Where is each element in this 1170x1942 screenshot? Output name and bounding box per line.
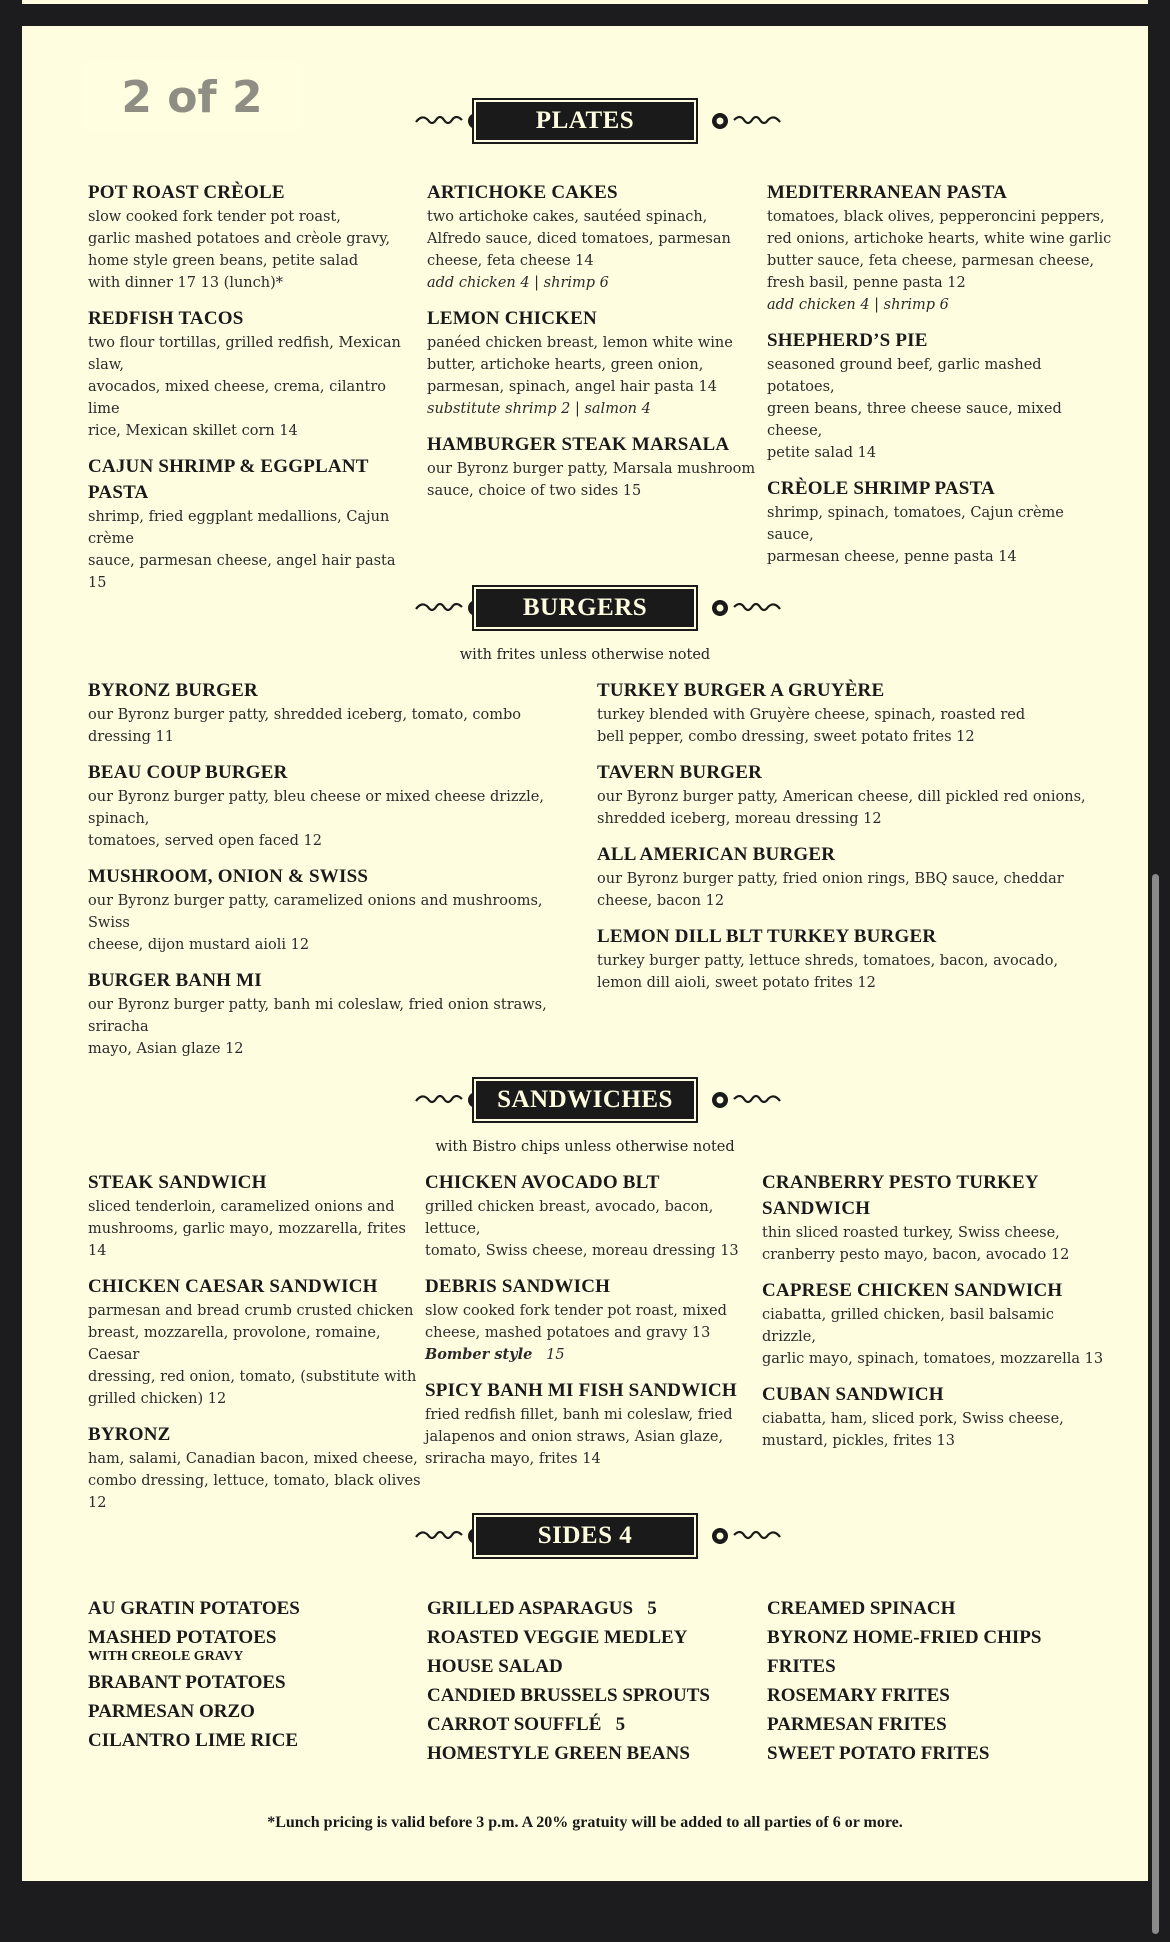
menu-item — [597, 924, 1097, 994]
menu-item — [425, 1170, 760, 1262]
side-item: ROSEMARY FRITES — [767, 1685, 950, 1706]
page-indicator: 2 of 2 — [82, 62, 302, 132]
side-item: PARMESAN ORZO — [88, 1701, 255, 1722]
menu-item — [762, 1170, 1112, 1266]
vertical-scrollbar[interactable] — [1152, 874, 1159, 1934]
item-desc-line: garlic mayo, spinach, tomatoes, mozzarella 13 — [762, 1351, 1104, 1367]
item-desc-line: our Byronz burger patty, caramelized onions and mushrooms, Swiss — [88, 893, 543, 931]
item-name-line: CRANBERRY PESTO TURKEY — [762, 1172, 1039, 1193]
item-desc-line: green beans, three cheese sauce, mixed cheese, — [767, 401, 1062, 439]
item-name: POT ROAST CRÈOLE — [88, 182, 285, 203]
item-desc-line: ciabatta, grilled chicken, basil balsamic drizzle, — [762, 1307, 1054, 1345]
item-desc-line: dressing, red onion, tomato, (substitute with — [88, 1369, 417, 1385]
sandwiches-col-3 — [762, 1170, 1112, 1464]
item-name: ALL AMERICAN BURGER — [597, 844, 836, 865]
item-desc-line: turkey blended with Gruyère cheese, spinach, roasted red — [597, 707, 1026, 723]
menu-item — [88, 180, 418, 294]
side-item: ROASTED VEGGIE MEDLEY — [427, 1627, 688, 1648]
sandwiches-title: SANDWICHES — [472, 1077, 698, 1123]
side-item: BRABANT POTATOES — [88, 1672, 286, 1693]
item-name: CHICKEN CAESAR SANDWICH — [88, 1276, 378, 1297]
item-name: REDFISH TACOS — [88, 308, 244, 329]
item-desc-line: panéed chicken breast, lemon white wine — [427, 335, 733, 351]
item-name: CUBAN SANDWICH — [762, 1384, 944, 1405]
side-item: GRILLED ASPARAGUS 5 — [427, 1598, 657, 1619]
item-desc-line: fried redfish fillet, banh mi coleslaw, fried — [425, 1407, 733, 1423]
item-name: LEMON DILL BLT TURKEY BURGER — [597, 926, 937, 947]
side-item: PARMESAN FRITES — [767, 1714, 947, 1735]
burgers-col-1 — [88, 678, 588, 1072]
menu-item — [597, 678, 1097, 748]
menu-item — [767, 476, 1112, 568]
item-desc-line: cheese, bacon 12 — [597, 893, 725, 909]
item-desc-line: home style green beans, petite salad — [88, 253, 359, 269]
item-desc-line: tomatoes, served open faced 12 — [88, 833, 322, 849]
item-desc-line: turkey burger patty, lettuce shreds, tomatoes, bacon, avocado, — [597, 953, 1059, 969]
item-addon: add chicken 4 | shrimp 6 — [427, 275, 609, 291]
item-desc-line: our Byronz burger patty, bleu cheese or mixed cheese drizzle, spinach, — [88, 789, 544, 827]
item-desc-line: slow cooked fork tender pot roast, — [88, 209, 341, 225]
item-desc-line: sliced tenderloin, caramelized onions and — [88, 1199, 395, 1215]
plates-col-2 — [427, 180, 757, 514]
side-item-note: WITH CREOLE GRAVY — [88, 1649, 244, 1664]
burgers-header — [22, 585, 1148, 635]
sides-title: SIDES 4 — [472, 1513, 698, 1559]
item-name: BYRONZ BURGER — [88, 680, 258, 701]
swirl-ornament-right-icon — [702, 593, 782, 623]
item-desc-line: breast, mozzarella, provolone, romaine, Caesar — [88, 1325, 381, 1363]
item-desc-line: mayo, Asian glaze 12 — [88, 1041, 244, 1057]
menu-item — [597, 760, 1097, 830]
side-item: AU GRATIN POTATOES — [88, 1598, 300, 1619]
item-desc-line: our Byronz burger patty, fried onion rings, BBQ sauce, cheddar — [597, 871, 1064, 887]
side-item: MASHED POTATOES — [88, 1627, 277, 1648]
plates-title: PLATES — [472, 98, 698, 144]
sandwiches-header — [22, 1077, 1148, 1127]
item-desc-line: slow cooked fork tender pot roast, mixed — [425, 1303, 727, 1319]
item-desc-line: cranberry pesto mayo, bacon, avocado 12 — [762, 1247, 1070, 1263]
menu-item — [762, 1278, 1112, 1370]
plates-col-1 — [88, 180, 418, 606]
sandwiches-col-1 — [88, 1170, 428, 1526]
item-desc-line: butter, artichoke hearts, green onion, — [427, 357, 704, 373]
item-name: TAVERN BURGER — [597, 762, 763, 783]
menu-item — [88, 968, 588, 1060]
item-addon: substitute shrimp 2 | salmon 4 — [427, 401, 651, 417]
item-name: CAPRESE CHICKEN SANDWICH — [762, 1280, 1063, 1301]
item-name: LEMON CHICKEN — [427, 308, 597, 329]
menu-item — [762, 1382, 1112, 1452]
menu-item — [767, 328, 1112, 464]
menu-item — [88, 1274, 428, 1410]
item-desc-line: cheese, mashed potatoes and gravy 13 — [425, 1325, 711, 1341]
plates-col-3 — [767, 180, 1112, 580]
side-item: SWEET POTATO FRITES — [767, 1743, 990, 1764]
item-name: DEBRIS SANDWICH — [425, 1276, 611, 1297]
menu-page — [22, 26, 1148, 1881]
sides-col-1 — [88, 1594, 408, 1755]
item-desc-line: ham, salami, Canadian bacon, mixed cheese, — [88, 1451, 418, 1467]
item-desc-line: sauce, choice of two sides 15 — [427, 483, 642, 499]
item-desc-line: avocados, mixed cheese, crema, cilantro lime — [88, 379, 387, 417]
item-desc-line: rice, Mexican skillet corn 14 — [88, 423, 298, 439]
plates-header — [22, 98, 1148, 148]
item-desc-line: jalapenos and onion straws, Asian glaze, — [425, 1429, 724, 1445]
sandwiches-col-2 — [425, 1170, 760, 1482]
item-desc-line: mustard, pickles, frites 13 — [762, 1433, 955, 1449]
menu-item — [427, 432, 757, 502]
side-item: CREAMED SPINACH — [767, 1598, 956, 1619]
addon-price: 15 — [546, 1347, 565, 1363]
footnote: *Lunch pricing is valid before 3 p.m. A 20% gratuity will be added to all parties of 6 or more. — [267, 1814, 903, 1831]
item-desc-line: our Byronz burger patty, banh mi coleslaw, fried onion straws, sriracha — [88, 997, 547, 1035]
item-addon: add chicken 4 | shrimp 6 — [767, 297, 949, 313]
item-name: MUSHROOM, ONION & SWISS — [88, 866, 369, 887]
item-name: CHICKEN AVOCADO BLT — [425, 1172, 660, 1193]
side-item: CARROT SOUFFLÉ 5 — [427, 1714, 626, 1735]
item-desc-line: sriracha mayo, frites 14 — [425, 1451, 601, 1467]
item-addon — [425, 1344, 760, 1366]
menu-item — [88, 306, 418, 442]
item-desc-line: parmesan cheese, penne pasta 14 — [767, 549, 1017, 565]
item-name: SPICY BANH MI FISH SANDWICH — [425, 1380, 737, 1401]
item-name: STEAK SANDWICH — [88, 1172, 267, 1193]
item-desc-line: Alfredo sauce, diced tomatoes, parmesan — [427, 231, 731, 247]
item-desc-line: fresh basil, penne pasta 12 — [767, 275, 966, 291]
menu-item — [597, 842, 1097, 912]
item-desc-line: lemon dill aioli, sweet potato frites 12 — [597, 975, 876, 991]
previous-page-edge — [22, 0, 1148, 4]
addon-style-label: Bomber style — [425, 1346, 533, 1363]
item-desc-line: sauce, parmesan cheese, angel hair pasta 15 — [88, 553, 396, 591]
menu-item — [88, 1170, 428, 1262]
side-item: CANDIED BRUSSELS SPROUTS — [427, 1685, 710, 1706]
item-desc-line: parmesan, spinach, angel hair pasta 14 — [427, 379, 718, 395]
item-desc-line: our Byronz burger patty, shredded iceberg, tomato, combo dressing 11 — [88, 707, 522, 745]
item-desc-line: with dinner 17 13 (lunch)* — [88, 275, 283, 291]
item-desc-line: seasoned ground beef, garlic mashed potatoes, — [767, 357, 1042, 395]
menu-item — [427, 306, 757, 420]
item-desc-line: thin sliced roasted turkey, Swiss cheese, — [762, 1225, 1060, 1241]
side-item: HOMESTYLE GREEN BEANS — [427, 1743, 690, 1764]
side-item: FRITES — [767, 1656, 836, 1677]
item-desc-line: two artichoke cakes, sautéed spinach, — [427, 209, 708, 225]
menu-item — [427, 180, 757, 294]
burgers-col-2 — [597, 678, 1097, 1006]
item-desc-line: tomatoes, black olives, pepperoncini peppers, — [767, 209, 1105, 225]
item-desc-line: shredded iceberg, moreau dressing 12 — [597, 811, 882, 827]
item-name: HAMBURGER STEAK MARSALA — [427, 434, 730, 455]
menu-item — [767, 180, 1112, 316]
item-desc-line: ciabatta, ham, sliced pork, Swiss cheese, — [762, 1411, 1064, 1427]
item-desc-line: petite salad 14 — [767, 445, 877, 461]
swirl-ornament-right-icon — [702, 1085, 782, 1115]
item-name: CAJUN SHRIMP & EGGPLANT PASTA — [88, 456, 369, 503]
item-desc-line: parmesan and bread crumb crusted chicken — [88, 1303, 414, 1319]
menu-item — [88, 760, 588, 852]
item-name: BEAU COUP BURGER — [88, 762, 288, 783]
item-desc-line: our Byronz burger patty, Marsala mushroom — [427, 461, 756, 477]
item-desc-line: shrimp, spinach, tomatoes, Cajun crème sauce, — [767, 505, 1064, 543]
item-name: CRÈOLE SHRIMP PASTA — [767, 478, 995, 499]
item-name: TURKEY BURGER A GRUYÈRE — [597, 680, 885, 701]
item-name: BYRONZ — [88, 1424, 171, 1445]
item-desc-line: garlic mashed potatoes and crèole gravy, — [88, 231, 391, 247]
item-desc-line: red onions, artichoke hearts, white wine garlic — [767, 231, 1112, 247]
item-desc-line: grilled chicken) 12 — [88, 1391, 227, 1407]
menu-item — [425, 1378, 760, 1470]
swirl-ornament-right-icon — [702, 1521, 782, 1551]
menu-item — [425, 1274, 760, 1366]
item-name: SHEPHERD’S PIE — [767, 330, 928, 351]
side-item: HOUSE SALAD — [427, 1656, 563, 1677]
menu-item — [88, 864, 588, 956]
sides-header — [22, 1513, 1148, 1563]
item-desc-line: butter sauce, feta cheese, parmesan cheese, — [767, 253, 1095, 269]
item-name: ARTICHOKE CAKES — [427, 182, 618, 203]
side-item: CILANTRO LIME RICE — [88, 1730, 299, 1751]
burgers-title: BURGERS — [472, 585, 698, 631]
swirl-ornament-right-icon — [702, 106, 782, 136]
item-desc-line: tomato, Swiss cheese, moreau dressing 13 — [425, 1243, 739, 1259]
item-name-line: SANDWICH — [762, 1198, 871, 1219]
item-desc-line: cheese, feta cheese 14 — [427, 253, 594, 269]
side-item: BYRONZ HOME-FRIED CHIPS — [767, 1627, 1042, 1648]
sides-col-2 — [427, 1594, 747, 1768]
item-desc-line: shrimp, fried eggplant medallions, Cajun crème — [88, 509, 390, 547]
menu-item — [88, 678, 588, 748]
sandwiches-subtitle: with Bistro chips unless otherwise noted — [435, 1139, 735, 1155]
burgers-subtitle: with frites unless otherwise noted — [459, 647, 711, 663]
item-desc-line: mushrooms, garlic mayo, mozzarella, frites 14 — [88, 1221, 406, 1259]
menu-item — [88, 1422, 428, 1514]
item-name: MEDITERRANEAN PASTA — [767, 182, 1008, 203]
item-desc-line: our Byronz burger patty, American cheese, dill pickled red onions, — [597, 789, 1086, 805]
item-desc-line: bell pepper, combo dressing, sweet potato frites 12 — [597, 729, 975, 745]
menu-item — [88, 454, 418, 594]
item-name: BURGER BANH MI — [88, 970, 262, 991]
item-desc-line: combo dressing, lettuce, tomato, black olives 12 — [88, 1473, 421, 1511]
sides-col-3 — [767, 1594, 1107, 1768]
item-desc-line: two flour tortillas, grilled redfish, Mexican slaw, — [88, 335, 401, 373]
item-desc-line: cheese, dijon mustard aioli 12 — [88, 937, 310, 953]
item-desc-line: grilled chicken breast, avocado, bacon, lettuce, — [425, 1199, 714, 1237]
